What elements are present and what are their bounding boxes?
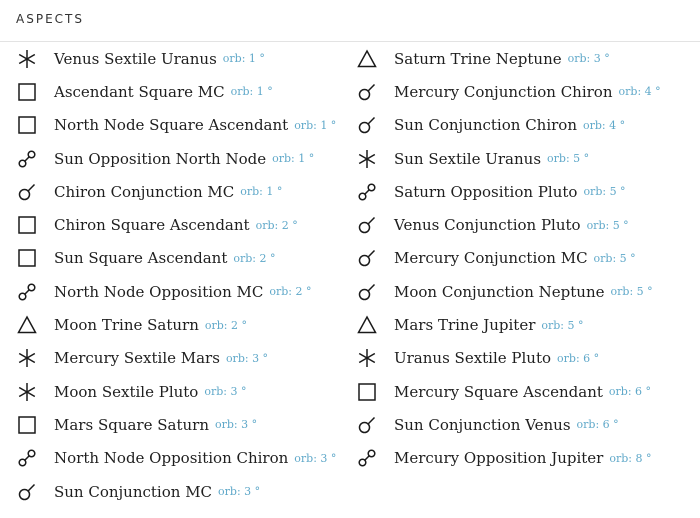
aspect-row-sun-sextile-uranus: [354, 142, 661, 175]
aspect-name: Venus Conjunction Pluto: [394, 216, 581, 235]
square-icon: [14, 79, 40, 105]
aspect-name: North Node Opposition Chiron: [54, 449, 289, 468]
square-icon: [14, 212, 40, 238]
aspect-row-sun-conjunction-chiron: [354, 109, 661, 142]
aspect-name: Moon Trine Saturn: [54, 316, 199, 335]
aspect-orb: orb: 3 °: [214, 418, 258, 432]
aspect-row-ascendant-square-mc: [14, 75, 336, 108]
aspect-row-uranus-sextile-pluto: [354, 342, 661, 375]
aspect-name: Moon Conjunction Neptune: [394, 282, 605, 301]
aspect-row-moon-sextile-pluto: [14, 375, 336, 408]
aspect-orb: orb: 3 °: [204, 385, 247, 399]
aspect-orb: orb: 5 °: [593, 251, 636, 265]
aspect-row-saturn-opposition-pluto: [354, 175, 661, 208]
page-title: ASPECTS: [16, 11, 84, 26]
conjunction-icon: [354, 279, 380, 305]
aspect-orb: orb: 3 °: [225, 351, 269, 365]
aspect-name: Saturn Opposition Pluto: [394, 182, 578, 201]
sextile-icon: [354, 146, 380, 172]
aspect-orb: orb: 5 °: [610, 285, 653, 299]
aspect-row-venus-conjunction-pluto: [354, 208, 661, 241]
aspect-orb: orb: 5 °: [586, 218, 629, 232]
aspect-orb: orb: 2 °: [269, 285, 312, 299]
aspect-name: Mercury Conjunction Chiron: [394, 82, 613, 101]
aspect-orb: orb: 4 °: [583, 118, 626, 132]
sextile-icon: [14, 345, 40, 371]
opposition-icon: [354, 179, 380, 205]
aspect-orb: orb: 1 °: [230, 85, 273, 99]
aspect-row-mars-square-saturn: [14, 408, 336, 441]
aspects-header: [0, 0, 700, 42]
trine-icon: [14, 312, 40, 338]
aspect-orb: orb: 2 °: [233, 251, 276, 265]
aspect-name: Sun Conjunction MC: [54, 482, 213, 501]
aspect-name: Moon Sextile Pluto: [54, 382, 199, 401]
aspect-name: Mars Trine Jupiter: [394, 316, 536, 335]
aspect-row-sun-square-ascendant: [14, 242, 336, 275]
aspect-row-mercury-square-ascendant: [354, 375, 661, 408]
trine-icon: [354, 46, 380, 72]
aspect-orb: orb: 6 °: [557, 351, 600, 365]
aspect-orb: orb: 2 °: [204, 318, 247, 332]
opposition-icon: [354, 445, 380, 471]
aspect-orb: orb: 6 °: [608, 385, 652, 399]
aspect-orb: orb: 1 °: [240, 185, 283, 199]
conjunction-icon: [14, 479, 40, 505]
aspect-orb: orb: 5 °: [541, 318, 584, 332]
aspect-orb: orb: 5 °: [583, 185, 626, 199]
aspect-orb: orb: 3 °: [567, 52, 610, 66]
square-icon: [14, 245, 40, 271]
aspect-orb: orb: 5 °: [547, 152, 590, 166]
aspect-name: Mercury Square Ascendant: [394, 382, 603, 401]
aspect-name: Mercury Opposition Jupiter: [394, 449, 604, 468]
aspect-name: Mercury Sextile Mars: [54, 349, 220, 368]
aspect-orb: orb: 1 °: [272, 152, 315, 166]
opposition-icon: [14, 445, 40, 471]
aspect-orb: orb: 1 °: [222, 52, 265, 66]
aspect-orb: orb: 8 °: [609, 451, 652, 465]
aspect-row-saturn-trine-neptune: [354, 42, 661, 75]
aspect-name: Sun Conjunction Chiron: [394, 116, 577, 135]
aspect-row-sun-opposition-north-node: [14, 142, 336, 175]
aspect-row-mercury-opposition-jupiter: [354, 442, 661, 475]
square-icon: [354, 379, 380, 405]
aspect-row-sun-conjunction-mc: [14, 475, 336, 508]
aspect-name: Sun Opposition North Node: [54, 149, 267, 168]
aspect-name: Sun Square Ascendant: [54, 249, 228, 268]
aspect-row-chiron-conjunction-mc: [14, 175, 336, 208]
opposition-icon: [14, 146, 40, 172]
aspect-name: Ascendant Square MC: [54, 82, 225, 101]
aspect-orb: orb: 4 °: [618, 85, 661, 99]
aspect-row-mercury-conjunction-chiron: [354, 75, 661, 108]
aspect-row-moon-conjunction-neptune: [354, 275, 661, 308]
conjunction-icon: [354, 412, 380, 438]
trine-icon: [354, 312, 380, 338]
aspect-row-chiron-square-ascendant: [14, 208, 336, 241]
aspects-column-right: [354, 42, 661, 475]
aspect-name: Sun Conjunction Venus: [394, 415, 571, 434]
sextile-icon: [14, 46, 40, 72]
aspect-row-mars-trine-jupiter: [354, 308, 661, 341]
aspect-row-sun-conjunction-venus: [354, 408, 661, 441]
aspect-orb: orb: 6 °: [576, 418, 619, 432]
aspect-row-mercury-conjunction-mc: [354, 242, 661, 275]
aspect-row-north-node-opposition-mc: [14, 275, 336, 308]
aspect-name: North Node Square Ascendant: [54, 116, 289, 135]
square-icon: [14, 112, 40, 138]
conjunction-icon: [354, 212, 380, 238]
aspect-orb: orb: 3 °: [294, 451, 337, 465]
aspect-row-venus-sextile-uranus: [14, 42, 336, 75]
aspect-name: Saturn Trine Neptune: [394, 49, 562, 68]
aspect-row-moon-trine-saturn: [14, 308, 336, 341]
conjunction-icon: [354, 112, 380, 138]
aspect-row-mercury-sextile-mars: [14, 342, 336, 375]
aspect-row-north-node-square-ascendant: [14, 109, 336, 142]
aspect-orb: orb: 3 °: [218, 485, 261, 498]
aspect-name: Sun Sextile Uranus: [394, 149, 542, 168]
aspect-name: Mars Square Saturn: [54, 415, 209, 434]
aspect-row-north-node-opposition-chiron: [14, 442, 336, 475]
aspects-column-left: [14, 42, 336, 508]
aspect-name: Mercury Conjunction MC: [394, 249, 588, 268]
sextile-icon: [14, 379, 40, 405]
conjunction-icon: [354, 79, 380, 105]
aspect-name: North Node Opposition MC: [54, 282, 264, 301]
opposition-icon: [14, 279, 40, 305]
conjunction-icon: [354, 245, 380, 271]
sextile-icon: [354, 345, 380, 371]
aspect-name: Chiron Conjunction MC: [54, 182, 235, 201]
aspect-name: Uranus Sextile Pluto: [394, 349, 552, 368]
aspect-name: Chiron Square Ascendant: [54, 216, 250, 235]
conjunction-icon: [14, 179, 40, 205]
aspect-name: Venus Sextile Uranus: [54, 49, 217, 68]
square-icon: [14, 412, 40, 438]
aspect-orb: orb: 1 °: [294, 118, 337, 132]
aspect-orb: orb: 2 °: [255, 218, 298, 232]
